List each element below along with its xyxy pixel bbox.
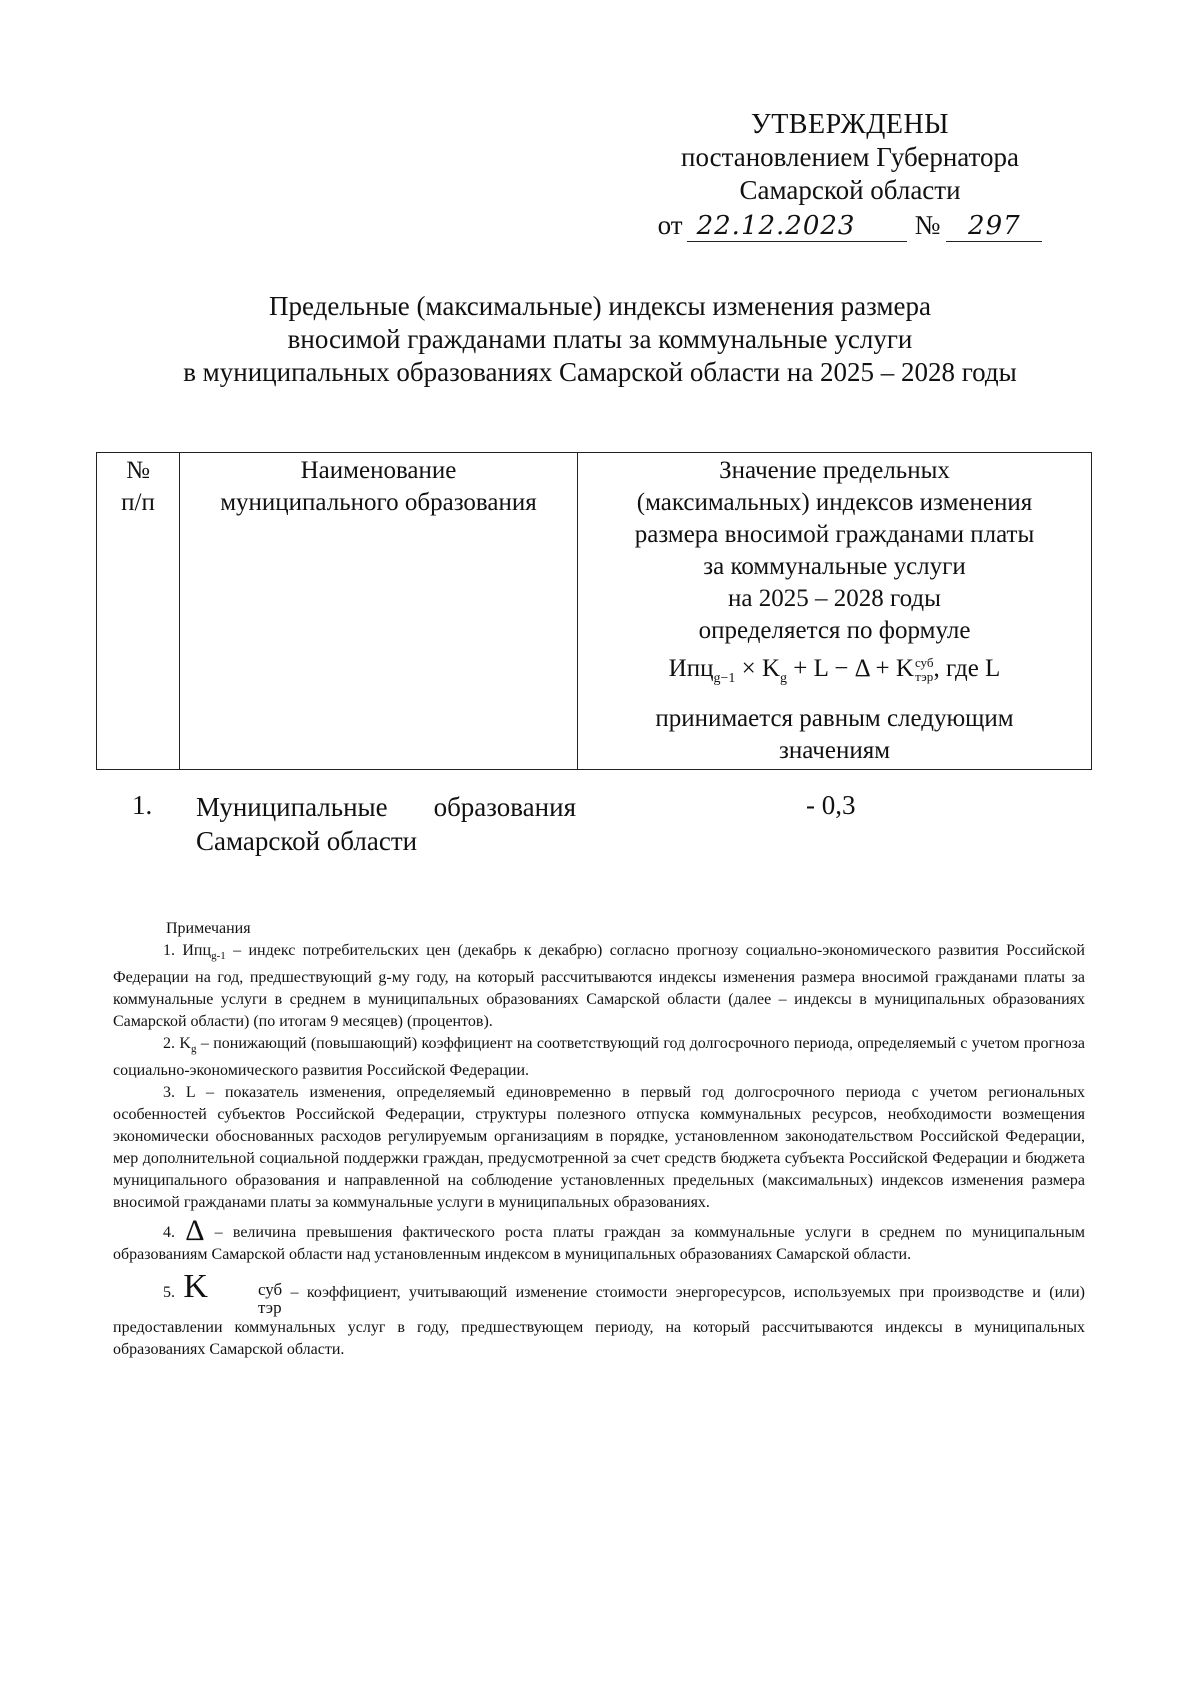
row1-name (196, 790, 576, 858)
approval-dateline (640, 209, 1060, 242)
header-col-name (180, 453, 578, 770)
note-4 (113, 1214, 1085, 1266)
approval-block (640, 108, 1060, 242)
formula-k-sub: g (780, 671, 788, 686)
note1-sub: g-1 (211, 950, 226, 963)
col2-line1: Наименование (300, 457, 457, 484)
formula-ktep-indices (915, 656, 934, 684)
notes-section (113, 918, 1085, 1361)
indices-table-header (96, 452, 1092, 770)
formula-k-sup: суб (914, 655, 934, 671)
col3-line3: размера вносимой гражданами платы (634, 521, 1035, 548)
row1-name-line1 (196, 790, 576, 824)
col3-line7: принимается равным следующим (655, 705, 1014, 732)
header-col-value (578, 453, 1092, 770)
approval-heading: УТВЕРЖДЕНЫ (750, 109, 950, 140)
col3-line2: (максимальных) индексов изменения (636, 489, 1033, 516)
title-line2: вносимой гражданами платы за коммунальные услуги (287, 324, 913, 354)
note1-prefix: 1. Ипц (163, 942, 212, 959)
note4-text: – величина превышения фактического роста платы граждан за коммунальные услуги в среднем по муниципальным образованиям Самарской области над установленным индексом в муниципальных образованиях Самарской области. (113, 1224, 1085, 1264)
note1-text: – индекс потребительских цен (декабрь к декабрю) согласно прогнозу социально-экономического развития Российской Федерации на год, предшествующий g-му году, на который рассчитываются индексы изменения размера вносимой гражданами платы за коммунальные услуги в среднем в муниципальных образованиях Самарской области (далее – индексы в муниципальных образованиях Самарской области) (по итогам 9 месяцев) (процентов). (113, 942, 1085, 1031)
col3-line4: за коммунальные услуги (703, 553, 966, 580)
handwritten-number: 297 (946, 211, 1042, 242)
row1-name-word2: образования (433, 792, 576, 822)
note5-k-indices (208, 1281, 282, 1317)
note-5 (113, 1268, 1085, 1361)
row1-name-word1: Муниципальные (196, 792, 388, 822)
col1-line2: п/п (121, 489, 155, 516)
formula-tail: , где L (933, 655, 1001, 682)
delta-symbol: Δ (185, 1214, 205, 1248)
approval-line2: постановлением Губернатора (681, 142, 1019, 172)
col2-line2: муниципального образования (220, 489, 537, 516)
note5-text: – коэффициент, учитывающий изменение стоимости энергоресурсов, используемых при производстве и (или) предоставлении коммунальных услуг в году, предшествующем периоду, на который рассчитываются индексы в муниципальных образованиях Самарской области. (113, 1284, 1085, 1359)
header-row (97, 453, 1092, 770)
note-3: 3. L – показатель изменения, определяемый единовременно в первый год долгосрочного периода с учетом региональных особенностей субъектов Российской Федерации, структуры полезного отпуска коммунальных ресурсов, необходимости возмещения экономически обоснованных расходов регулируемым организациям в порядке, установленном законодательством Российской Федерации, мер дополнительной социальной поддержки граждан, предусмотренной за счет средств бюджета субъекта Российской Федерации и бюджета муниципального образования и направленной на соблюдение установленных предельных (максимальных) индексов изменения размера вносимой гражданами платы за коммунальные услуги в муниципальных образованиях. (113, 1084, 1085, 1212)
row1-number: 1. (132, 790, 153, 820)
formula-plus-l: + L − Δ + K (787, 655, 914, 682)
note5-k-symbol: K (183, 1268, 208, 1306)
formula-k-sub2: тэр (915, 669, 934, 685)
note2-text: – понижающий (повышающий) коэффициент на соответствующий год долгосрочного периода, определяемый с учетом прогноза социально-экономического развития Российской Федерации. (113, 1035, 1085, 1080)
notes-title: Примечания (166, 920, 251, 937)
row1-name-line2: Самарской области (196, 826, 418, 856)
note5-k-sup: суб (257, 1280, 283, 1300)
note-2 (113, 1033, 1085, 1082)
note4-prefix: 4. (163, 1224, 175, 1242)
col1-line1: № (126, 457, 150, 484)
formula-ipc-sub: g−1 (713, 671, 736, 686)
note2-sub: g (190, 1043, 197, 1056)
row1-value: - 0,3 (806, 790, 856, 820)
note5-k-sub: тэр (257, 1298, 282, 1318)
number-prefix: № (914, 210, 941, 240)
document-title (100, 290, 1100, 389)
title-line1: Предельные (максимальные) индексы изменения размера (268, 291, 931, 321)
approval-line3: Самарской области (739, 175, 961, 205)
col3-line1: Значение предельных (719, 457, 950, 484)
note5-prefix: 5. (163, 1284, 175, 1302)
formula-times-k: × K (735, 655, 781, 682)
handwritten-date: 22.12.2023 (687, 211, 907, 242)
date-prefix: от (657, 210, 683, 240)
formula (584, 653, 1085, 695)
formula-ipc: Ипц (668, 655, 714, 682)
col3-line5: на 2025 – 2028 годы (728, 585, 941, 612)
note2-prefix: 2. K (163, 1035, 191, 1053)
note-1 (113, 940, 1085, 1033)
title-line3: в муниципальных образованиях Самарской области на 2025 – 2028 годы (183, 357, 1017, 387)
col3-line6: определяется по формуле (698, 617, 971, 644)
col3-line8: значениям (778, 737, 891, 764)
header-col-number (97, 453, 180, 770)
